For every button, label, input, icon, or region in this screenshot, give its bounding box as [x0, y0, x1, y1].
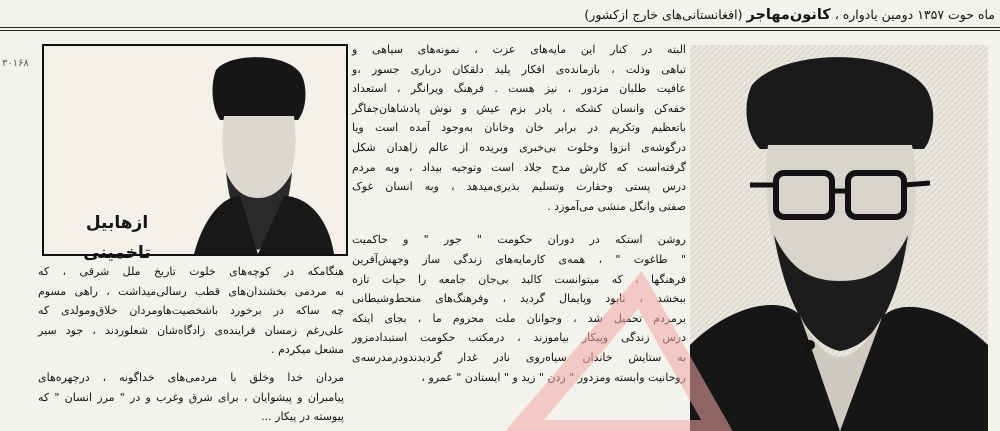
text-line: درس پستی وحقارت وتسلیم بذیری‌میدهد ، وبه انسان غوک: [352, 180, 686, 194]
header-date-issue: ماه حوت ۱۳۵۷ دومین یادواره ،: [834, 7, 995, 22]
text-line: به ستایش خاندان سیاه‌روی نادر غدار گردیدندودرمدرسه‌ی: [352, 350, 686, 364]
text-line: علی‌رغم زمسان فراینده‌ی زادگاه‌شان شعلوردند ، جود سیر: [38, 323, 344, 337]
text-line: صفتی وانگل منشی می‌آموزد .: [547, 199, 686, 213]
left-paragraph-2: [38, 368, 344, 427]
header-rule-top: [0, 27, 1000, 28]
left-paragraph-1: [38, 262, 344, 360]
article-center-column: [352, 40, 686, 387]
header-subtitle: (افغانستانی‌های خارج ازکشور): [584, 7, 743, 22]
article-left-column: [38, 262, 344, 427]
text-line: مشعل میکردم .: [271, 343, 344, 357]
text-line: خفه‌کن وانسان کشکه ، یادر بزم عیش و نوش پادشاهان‌جفاگر: [352, 101, 686, 115]
text-line: عافیت طلبان مزدور ، نیز هست . فرهنگ ویرانگر ، استعداد: [352, 82, 686, 96]
paragraph-gap: [352, 216, 686, 230]
page-header: [255, 4, 995, 26]
text-line: چه ساکه در برخورد باشخصیت‌هاومردان خلاق‌ومولدی که: [38, 304, 344, 318]
text-line: فرهنگها ، که میتوانست کالبد بی‌جان جامعه را حیات تازه: [352, 272, 686, 286]
header-brand: کانون‌مهاجر: [746, 7, 831, 23]
text-line: هنگامکه در کوچه‌های خلوت تاریخ ملل شرقی ، که: [38, 265, 344, 278]
text-line: پیوسته در پیکار ...: [261, 410, 344, 424]
text-line: گرفته‌است که کارش مدح جلاد است وتوجیه بیداد ، وبه مردم: [352, 160, 686, 174]
header-rule-bottom: [0, 30, 1000, 31]
text-line: تباهی وذلت ، بازمانده‌ی افکار پلید دلقکان درباری ‌جسور ،‌و: [352, 62, 686, 76]
portrait-photo-right: [690, 45, 988, 431]
text-line: درگوشه‌ی انزوا وخلوت بی‌خبری وبریده از عالم زاهدان شکل: [352, 140, 686, 154]
text-line: روشن استکه در دوران حکومت " جور " و حاکمیت: [352, 233, 686, 247]
text-line: باتعظیم وتکریم در برابر خان وخانان به‌وجود آمده است ویا: [352, 121, 686, 135]
text-line: روحانیت وابسته ومزدور " زدن " زید و " ایستادن " عمرو ،: [421, 370, 686, 384]
text-line: ببخشد ، نابود وپایمال گردید ، وفرهنگ‌های منحط‌وشیطانی: [352, 292, 686, 306]
text-line: برمردم تحمیل شد ، وجوانان ملت محروم ما ، بجای اینکه: [352, 311, 686, 325]
text-line: پیامبران و پیشوایان ، برای شرق وغرب و در " مرز انسان " که: [38, 390, 344, 404]
photo-caption: ازهابیل تاخمینی: [83, 213, 151, 263]
text-line: البته در کنار این مایه‌های عزت ، نمونه‌های سیاهی و: [352, 43, 686, 56]
center-paragraph-1: [352, 40, 686, 216]
text-line: به مردمی بخشندان‌های قطب رسالی‌میداشت ، راهی مسوم: [38, 284, 344, 298]
text-line: " طاغوت " ، همه‌ی کارمایه‌های زندگی ساز وجهش‌آفرین: [352, 252, 686, 266]
paragraph-gap: [38, 360, 344, 368]
text-line: مردان خدا وخلق با مردمی‌های خداگونه ، درچهره‌های: [38, 370, 344, 384]
center-paragraph-2: [352, 230, 686, 387]
portrait-illustration: [690, 45, 988, 431]
margin-note: ۳۰۱۶۸: [2, 58, 29, 69]
text-line: درس زندگی وپیکار بیاموزند ، درمکتب حکومت استبداد‌مزور: [352, 331, 686, 345]
